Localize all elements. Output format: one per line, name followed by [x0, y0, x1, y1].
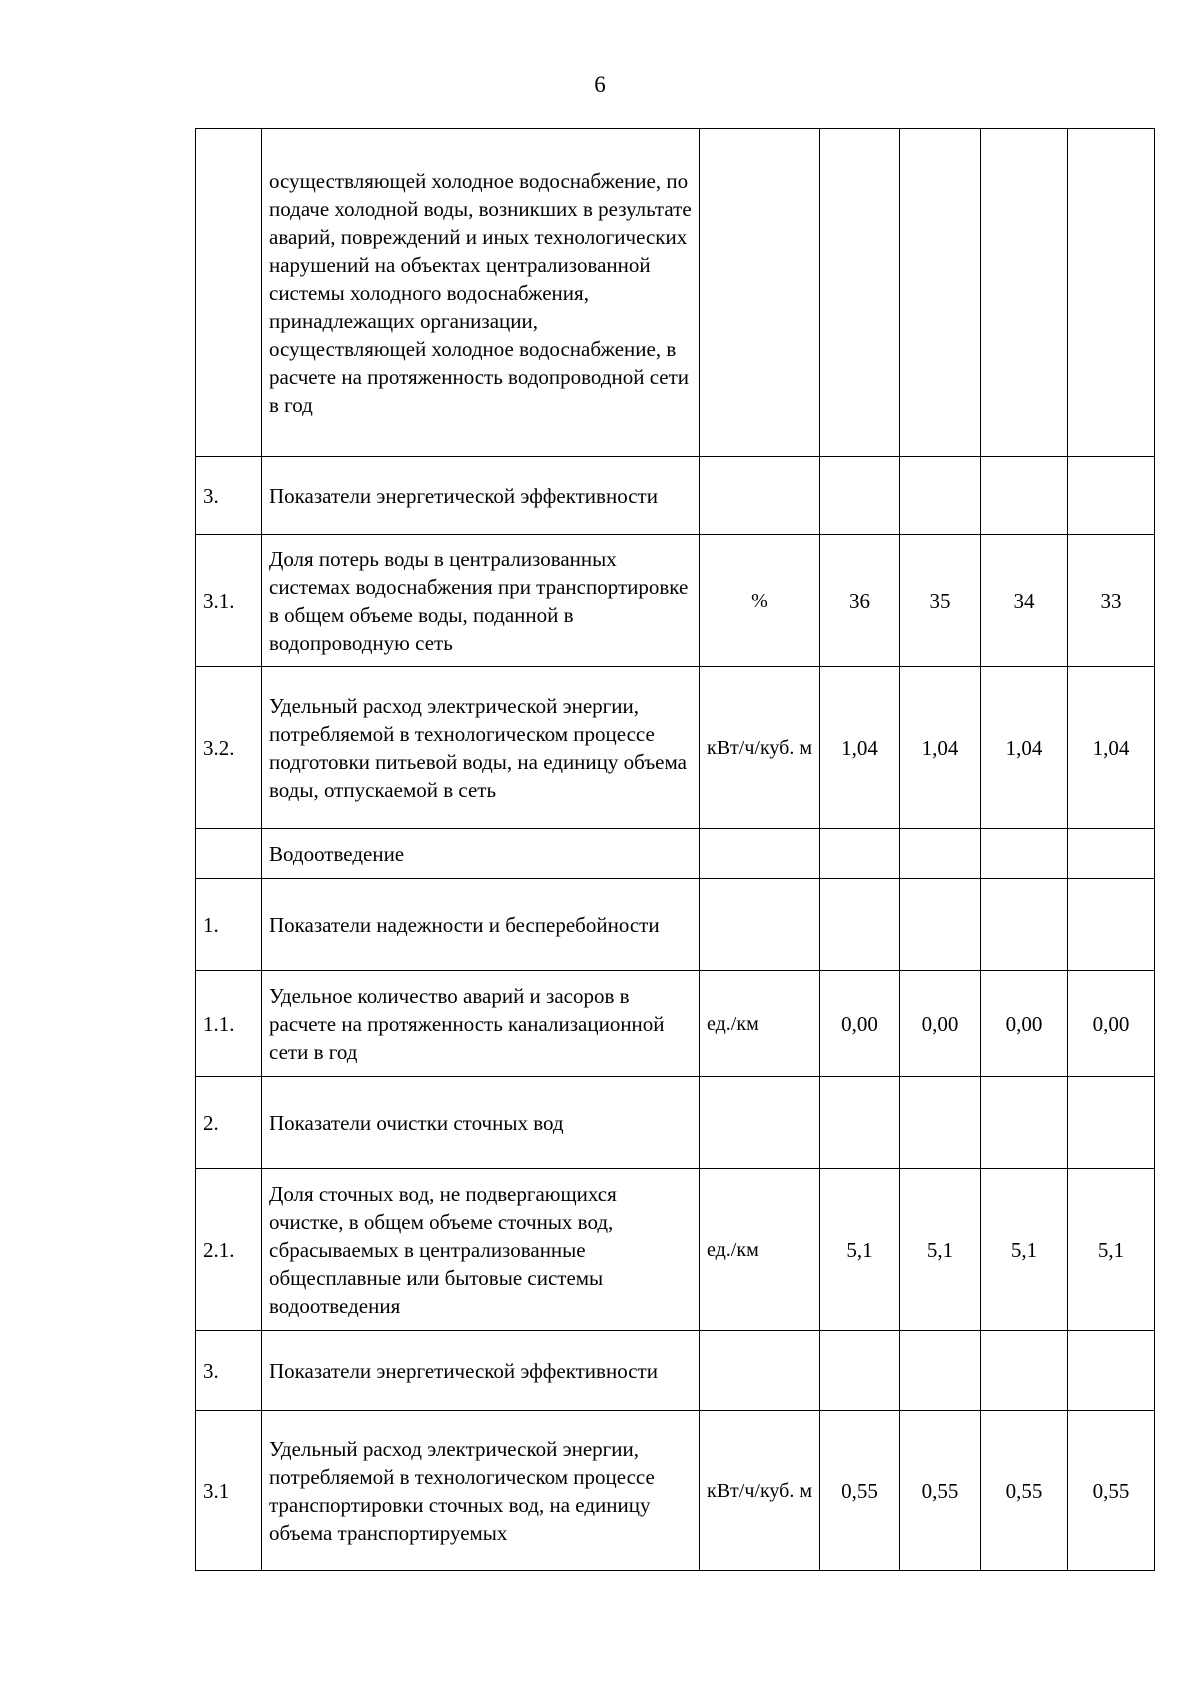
- value-cell: [900, 879, 981, 971]
- table-row: [196, 1169, 1155, 1331]
- row-number: 1.1.: [196, 971, 262, 1077]
- row-number: 2.1.: [196, 1169, 262, 1331]
- value-cell: 0,55: [820, 1411, 900, 1571]
- indicator-name: Удельный расход электрической энергии, потребляемой в технологическом процессе подготовки питьевой воды, на единицу объема воды, отпускаемой в сеть: [262, 667, 700, 829]
- value-cell: [1068, 879, 1155, 971]
- value-cell: [900, 1077, 981, 1169]
- value-cell: [981, 1331, 1068, 1411]
- value-cell: 1,04: [900, 667, 981, 829]
- value-cell: 1,04: [1068, 667, 1155, 829]
- unit-cell: [700, 1331, 820, 1411]
- value-cell: 0,00: [900, 971, 981, 1077]
- value-cell: 0,00: [981, 971, 1068, 1077]
- value-cell: 5,1: [900, 1169, 981, 1331]
- indicator-name: Удельный расход электрической энергии, потребляемой в технологическом процессе транспортировки сточных вод, на единицу объема транспортируемых: [262, 1411, 700, 1571]
- table-row: [196, 535, 1155, 667]
- unit-cell: [700, 829, 820, 879]
- value-cell: [820, 879, 900, 971]
- page-number: 6: [594, 72, 606, 97]
- value-cell: [1068, 457, 1155, 535]
- value-cell: 0,55: [900, 1411, 981, 1571]
- value-cell: [981, 1077, 1068, 1169]
- unit-cell: ед./км: [700, 1169, 820, 1331]
- value-cell: 0,55: [981, 1411, 1068, 1571]
- unit-cell: [700, 457, 820, 535]
- row-number: 3.: [196, 457, 262, 535]
- value-cell: 5,1: [1068, 1169, 1155, 1331]
- table-row: [196, 1077, 1155, 1169]
- unit-cell: ед./км: [700, 971, 820, 1077]
- table-row: [196, 879, 1155, 971]
- value-cell: 0,55: [1068, 1411, 1155, 1571]
- indicator-name: Удельное количество аварий и засоров в расчете на протяженность канализационной сети в год: [262, 971, 700, 1077]
- section-title: Водоотведение: [262, 829, 700, 879]
- unit-cell: [700, 129, 820, 457]
- value-cell: [1068, 1331, 1155, 1411]
- value-cell: [1068, 129, 1155, 457]
- table-row: [196, 667, 1155, 829]
- unit-cell: %: [700, 535, 820, 667]
- unit-cell: [700, 1077, 820, 1169]
- value-cell: [820, 129, 900, 457]
- value-cell: 5,1: [820, 1169, 900, 1331]
- section-title: Показатели энергетической эффективности: [262, 457, 700, 535]
- value-cell: [981, 879, 1068, 971]
- value-cell: [900, 129, 981, 457]
- section-title: Показатели очистки сточных вод: [262, 1077, 700, 1169]
- row-number: [196, 829, 262, 879]
- value-cell: [1068, 829, 1155, 879]
- value-cell: [981, 829, 1068, 879]
- value-cell: [981, 129, 1068, 457]
- row-number: 3.2.: [196, 667, 262, 829]
- value-cell: [900, 457, 981, 535]
- section-title: Показатели энергетической эффективности: [262, 1331, 700, 1411]
- row-number: 3.1: [196, 1411, 262, 1571]
- value-cell: 33: [1068, 535, 1155, 667]
- value-cell: 5,1: [981, 1169, 1068, 1331]
- table-row: [196, 971, 1155, 1077]
- value-cell: [820, 1077, 900, 1169]
- value-cell: 34: [981, 535, 1068, 667]
- value-cell: [1068, 1077, 1155, 1169]
- unit-cell: кВт/ч/куб. м: [700, 667, 820, 829]
- value-cell: 0,00: [1068, 971, 1155, 1077]
- table-row: [196, 829, 1155, 879]
- row-number: 3.1.: [196, 535, 262, 667]
- value-cell: [900, 829, 981, 879]
- value-cell: [900, 1331, 981, 1411]
- unit-cell: [700, 879, 820, 971]
- value-cell: 0,00: [820, 971, 900, 1077]
- value-cell: 36: [820, 535, 900, 667]
- value-cell: 1,04: [981, 667, 1068, 829]
- table-row: [196, 1411, 1155, 1571]
- table-row: [196, 457, 1155, 535]
- indicators-table: [195, 128, 1155, 1571]
- unit-cell: кВт/ч/куб. м: [700, 1411, 820, 1571]
- indicator-name: Доля потерь воды в централизованных системах водоснабжения при транспортировке в общем объеме воды, поданной в водопроводную сеть: [262, 535, 700, 667]
- section-title: Показатели надежности и бесперебойности: [262, 879, 700, 971]
- table-row: [196, 1331, 1155, 1411]
- row-number: 2.: [196, 1077, 262, 1169]
- value-cell: 35: [900, 535, 981, 667]
- value-cell: [820, 829, 900, 879]
- value-cell: 1,04: [820, 667, 900, 829]
- value-cell: [981, 457, 1068, 535]
- indicator-name: осуществляющей холодное водоснабжение, по подаче холодной воды, возникших в результате аварий, повреждений и иных технологических нарушений на объектах централизованной системы холодного водоснабжения, принадлежащих организации, осуществляющей холодное водоснабжение, в расчете на протяженность водопроводной сети в год: [262, 129, 700, 457]
- indicator-name: Доля сточных вод, не подвергающихся очистке, в общем объеме сточных вод, сбрасываемых в централизованные общесплавные или бытовые системы водоотведения: [262, 1169, 700, 1331]
- row-number: [196, 129, 262, 457]
- table-row: [196, 129, 1155, 457]
- row-number: 1.: [196, 879, 262, 971]
- row-number: 3.: [196, 1331, 262, 1411]
- value-cell: [820, 457, 900, 535]
- value-cell: [820, 1331, 900, 1411]
